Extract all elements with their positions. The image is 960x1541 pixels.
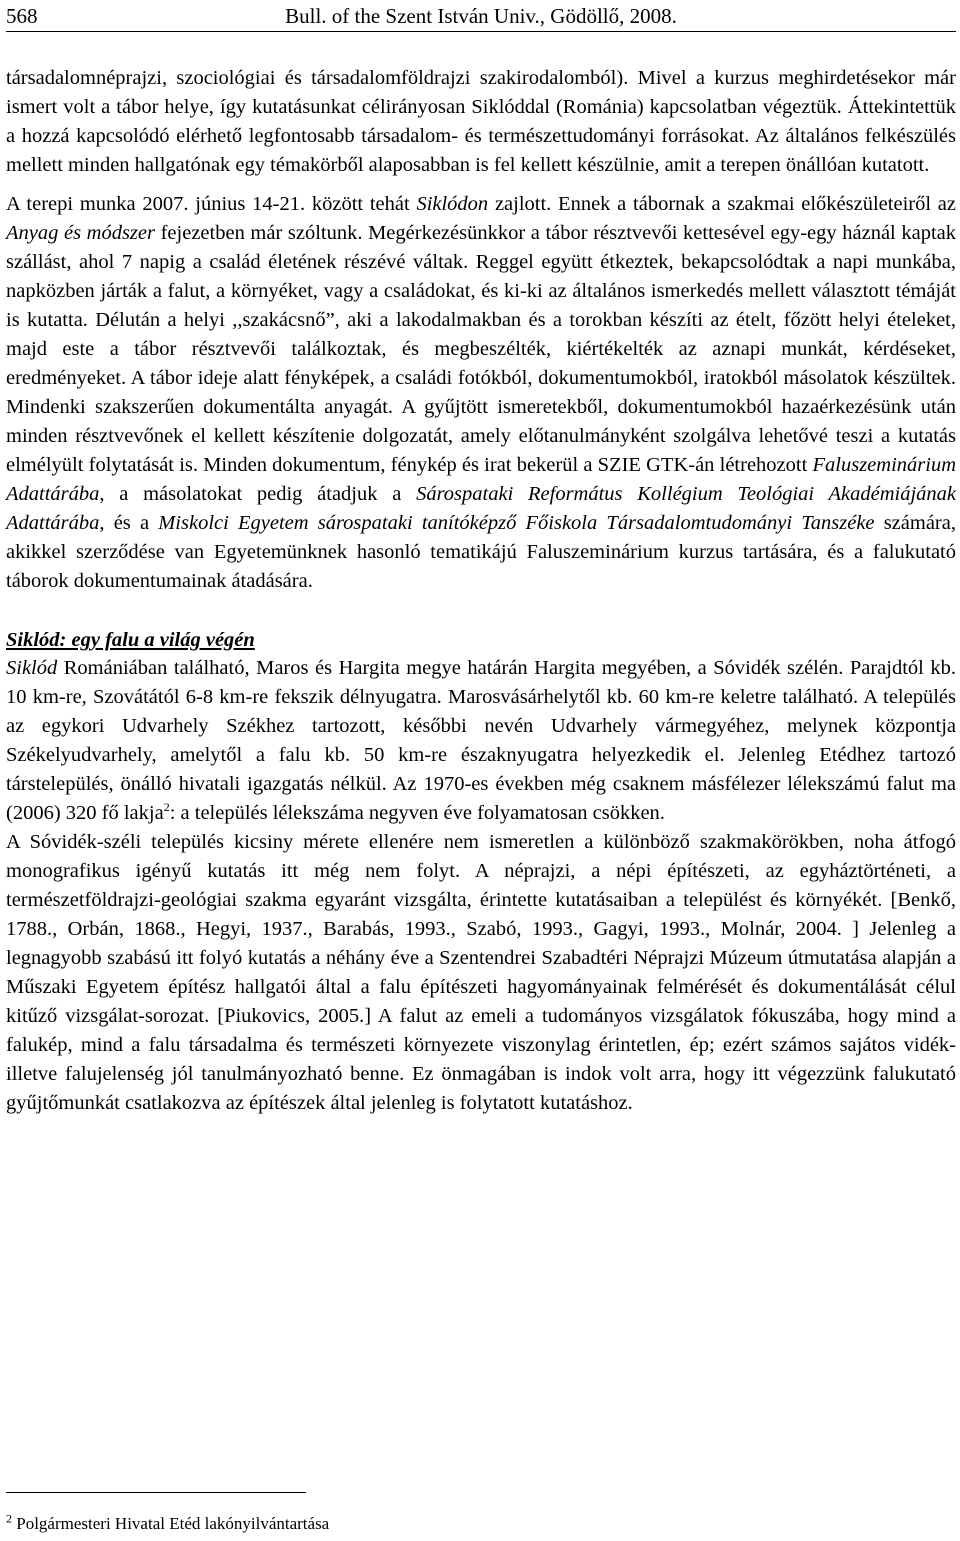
- paragraph-4: [6, 828, 956, 1118]
- section-heading: Siklód: egy falu a világ végén: [6, 629, 255, 651]
- italic-chapter-ref: Anyag és módszer: [6, 222, 155, 244]
- text-span: számára, akikkel szerződése van Egyetemünknek hasonló tematikájú Faluszeminárium kurzus tartására, és a falukutató táborok dokumentumainak átadására.: [6, 512, 956, 592]
- text-span: Romániában található, Maros és Hargita megye határán Hargita megyében, a Sóvidék szélén. Parajdtól kb. 10 km-re, Szovátától 6-8 km-re fekszik délnyugatra. Marosvásárhelytől kb. 60 km-re keletre található. A település az egykori Udvarhely Székhez tartozott, későbbi nevén Udvarhely vármegyéhez, melynek központja Székelyudvarhely, amelytől a falu kb. 50 km-re északnyugatra helyezkedik el. Jelenleg Etédhez tartozó társtelepülés, önálló hivatali igazgatás nélkül. Az 1970-es években még csaknem másfélezer lélekszámú falut ma (2006) 320 fő lakja: [6, 657, 956, 824]
- article-body: [6, 64, 956, 1118]
- italic-archive-name: Sárospataki Református Kollégium Teológiai Akadémiájának Adattárába: [6, 483, 956, 534]
- footnote: [6, 1511, 330, 1534]
- journal-title: Bull. of the Szent István Univ., Gödöllő, 2008.: [285, 4, 677, 28]
- paragraph-1: [6, 64, 956, 180]
- footnote-marker: 2: [163, 800, 170, 815]
- text-span: , és a: [99, 512, 159, 534]
- text-span: fejezetben már szóltunk. Megérkezésünkkor a tábor résztvevői kettesével egy-egy háznál kaptak szállást, ahol 7 napig a család életének részévé váltak. Reggel együtt étkeztek, bekapcsolódtak a napi munkába, napközben járták a falut, a környéket, vagy a családokat, és ki-ki az általános ismerkedés mellett választott témáját is kutatta. Délután a helyi ,,szakácsnő”, aki a lakodalmakban és a torokban készíti az ételt, főzött helyi ételeket, majd este a tábor résztvevői találkoztak, és megbeszélték, kiértékelték az aznapi munkát, kérdéseket, eredményeket. A tábor ideje alatt fényképek, a családi fotókból, dokumentumokból, iratokból másolatok készültek. Mindenki szakszerűen dokumentálta anyagát. A gyűjtött ismeretekből, dokumentumokból hazaérkezésünk után minden résztvevőnek el kellett készítenie dolgozatát, amely előtanulmányként szolgálva lehetővé teszi a kutatás elmélyült folytatását is. Minden dokumentum, fénykép és irat bekerül a SZIE GTK-án létrehozott: [6, 222, 956, 476]
- footnote-number: 2: [6, 1511, 12, 1526]
- italic-institution-name: Miskolci Egyetem sárospataki tanítóképző Főiskola Társadalomtudományi Tanszéke: [158, 512, 875, 534]
- text-span: , a másolatokat pedig átadjuk a: [99, 483, 417, 505]
- paragraph-1-text: társadalomnéprajzi, szociológiai és társadalomföldrajzi szakirodalomból). Mivel a kurzus meghirdetésekor már ismert volt a tábor helye, így kutatásunkat célirányosan Siklóddal (Románia) kapcsolatban végeztük. Áttekintettük a hozzá kapcsolódó elérhető legfontosabb társadalom- és természettudományi forrásokat. Az általános felkészülés mellett minden hallgatónak egy témakörből alaposabban is fel kellett készülnie, amit a terepen önállóan kutatott.: [6, 67, 956, 176]
- paragraph-2: [6, 190, 956, 596]
- paragraph-3: [6, 654, 956, 828]
- footnote-divider: [6, 1492, 306, 1493]
- text-span: : a település lélekszáma negyven éve folyamatosan csökken.: [169, 802, 665, 824]
- footnote-text: Polgármesteri Hivatal Etéd lakónyilvántartása: [12, 1514, 330, 1533]
- italic-archive-name: Faluszeminárium Adattárába: [6, 454, 956, 505]
- italic-place-name: Siklódon: [416, 193, 489, 215]
- page-number: 568: [6, 4, 38, 28]
- paragraph-4-text: A Sóvidék-széli település kicsiny mérete ellenére nem ismeretlen a különböző szakmakörökben, noha átfogó monografikus igényű kutatás itt még nem folyt. A néprajzi, a népi építészeti, az egyháztörténeti, a természetföldrajzi-geológiai szakma egyaránt vizsgálta, érintette kutatásaiban a települést és környékét. [Benkő, 1788., Orbán, 1868., Hegyi, 1937., Barabás, 1993., Szabó, 1993., Gagyi, 1993., Molnár, 2004. ] Jelenleg a legnagyobb szabású itt folyó kutatás a néhány éve a Szentendrei Szabadtéri Néprajzi Múzeum útmutatása alapján a Műszaki Egyetem építész hallgatói által a falu építészeti hagyományainak felmérését és dokumentálását célul kitűző vizsgálat-sorozat. [Piukovics, 2005.] A falut az emeli a tudományos vizsgálatok fókuszába, hogy mind a falukép, mind a falu társadalma és természeti környezete viszonylag érintetlen, ép; ezért számos sajátos vidék- illetve falujelenség jól tanulmányozható benne. Ez önmagában is indok volt arra, hogy itt végezzünk falukutató gyűjtőmunkát csatlakozva az építészek által jelenleg is folytatott kutatáshoz.: [6, 831, 956, 1114]
- italic-place-name: Siklód: [6, 657, 58, 679]
- text-span: A terepi munka 2007. június 14-21. között tehát: [6, 193, 417, 215]
- page-header: [6, 4, 956, 32]
- text-span: zajlott. Ennek a tábornak a szakmai előkészületeiről az: [488, 193, 956, 215]
